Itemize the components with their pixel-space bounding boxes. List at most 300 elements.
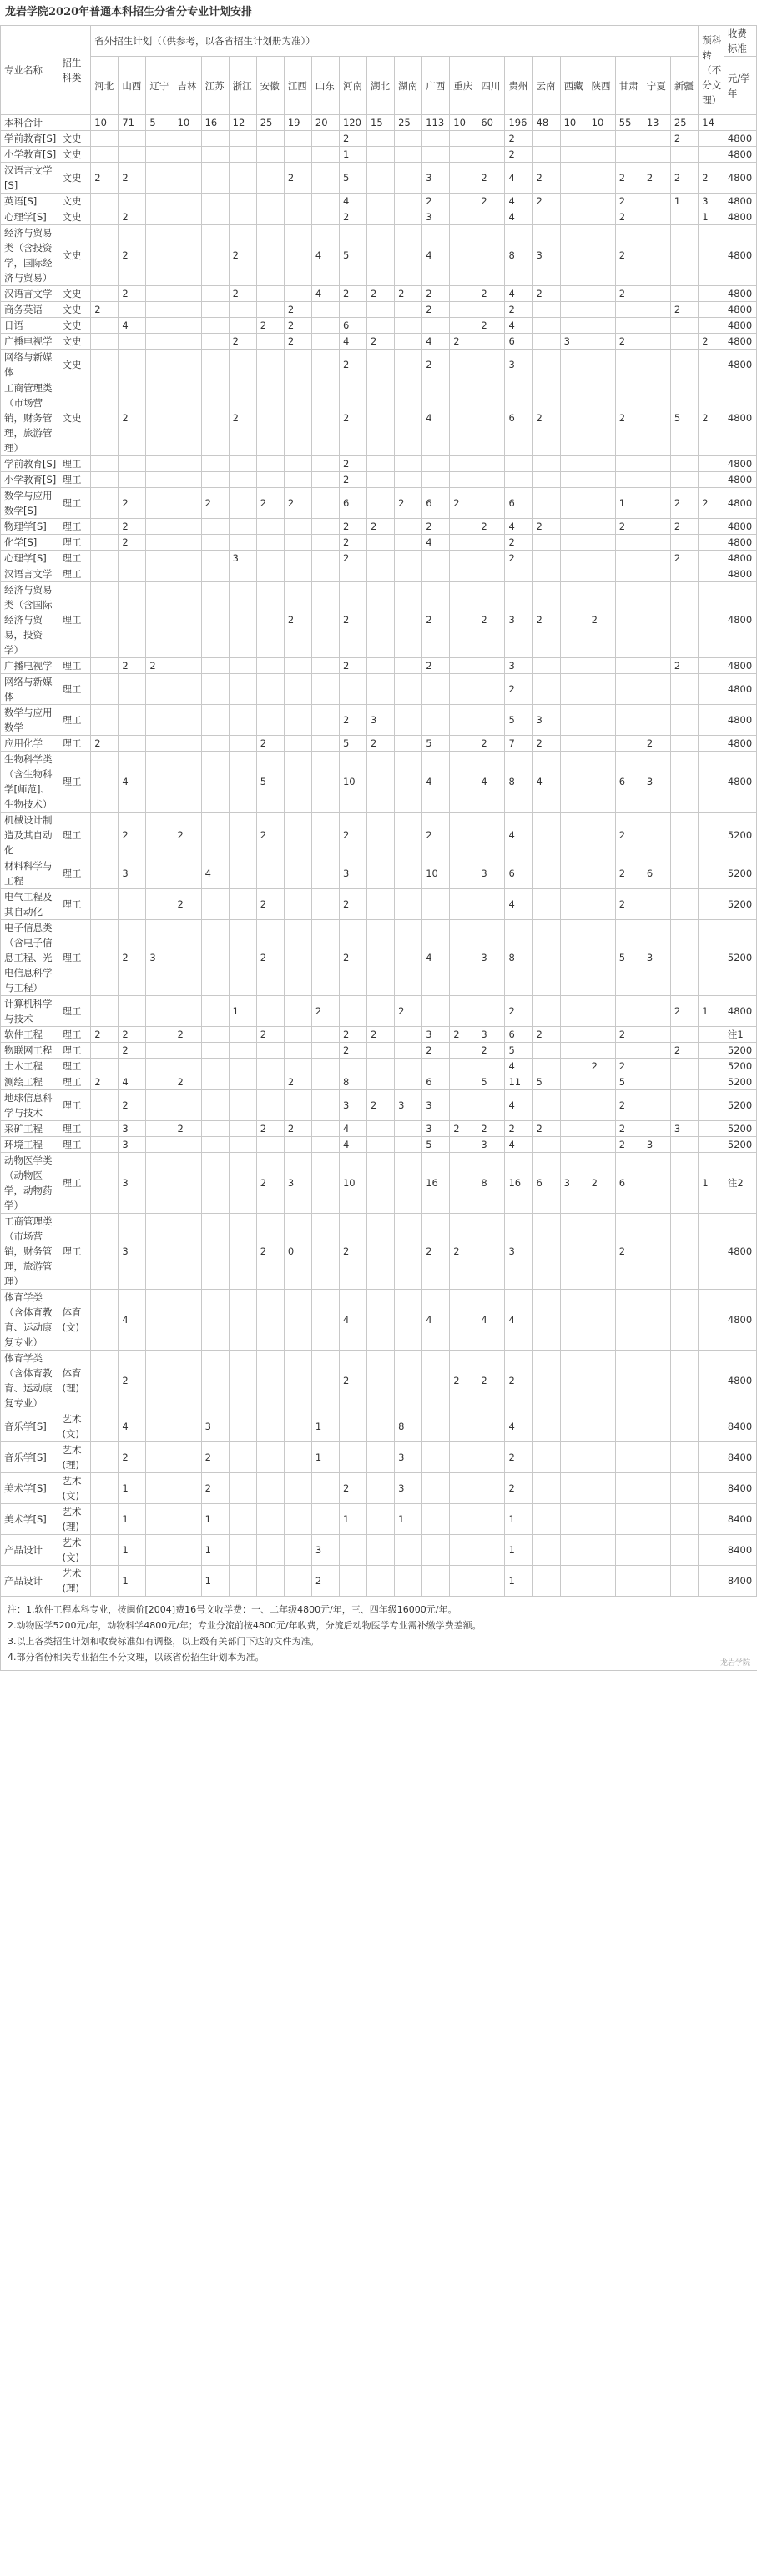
plan-cell: [422, 1059, 450, 1074]
plan-cell: 2: [119, 225, 146, 286]
plan-cell: [505, 456, 532, 472]
category-cell: 理工: [58, 519, 91, 535]
plan-cell: 4: [422, 535, 450, 551]
plan-cell: [560, 920, 588, 996]
plan-cell: [532, 1090, 560, 1121]
plan-cell: 3: [119, 1214, 146, 1290]
table-row: [1, 1566, 757, 1597]
plan-cell: 6: [505, 488, 532, 519]
major-name: 电气工程及其自动化: [1, 889, 58, 920]
plan-cell: [450, 225, 477, 286]
plan-cell: [422, 1566, 450, 1597]
plan-cell: [450, 889, 477, 920]
plan-cell: [367, 380, 395, 456]
plan-cell: [450, 996, 477, 1027]
plan-cell: 3: [560, 334, 588, 350]
plan-cell: 11: [505, 1074, 532, 1090]
plan-cell: [229, 1153, 256, 1214]
plan-cell: [588, 209, 615, 225]
major-name: 美术学[S]: [1, 1473, 58, 1504]
plan-cell: [395, 1027, 422, 1043]
plan-cell: 3: [201, 1411, 229, 1442]
plan-cell: [615, 1473, 643, 1504]
plan-cell: [395, 1290, 422, 1351]
fee-cell: 8400: [724, 1504, 756, 1535]
plan-cell: [91, 535, 119, 551]
plan-cell: [395, 1059, 422, 1074]
table-row: [1, 996, 757, 1027]
plan-cell: [560, 163, 588, 194]
table-row: [1, 318, 757, 334]
plan-cell: 2: [532, 736, 560, 752]
plan-cell: [532, 566, 560, 582]
table-row: [1, 1473, 757, 1504]
plan-cell: [119, 674, 146, 705]
plan-cell: 2: [505, 551, 532, 566]
plan-cell: [174, 920, 201, 996]
plan-cell: [201, 209, 229, 225]
category-cell: 理工: [58, 736, 91, 752]
table-row: [1, 209, 757, 225]
fee-cell: 4800: [724, 194, 756, 209]
plan-cell: 2: [615, 225, 643, 286]
plan-cell: [284, 1535, 311, 1566]
plan-cell: [588, 318, 615, 334]
plan-cell: 3: [643, 752, 670, 813]
plan-cell: [201, 1059, 229, 1074]
plan-cell: [422, 456, 450, 472]
plan-cell: [91, 380, 119, 456]
plan-cell: [146, 209, 174, 225]
plan-cell: [229, 519, 256, 535]
footnote-line: 3.以上各类招生计划和收费标准如有调整，以上级有关部门下达的文件为准。: [8, 1636, 320, 1647]
plan-cell: [284, 380, 311, 456]
plan-cell: [450, 1043, 477, 1059]
plan-cell: [119, 1059, 146, 1074]
plan-cell: 1: [505, 1566, 532, 1597]
plan-cell: [146, 1473, 174, 1504]
plan-cell: [560, 209, 588, 225]
plan-cell: 2: [367, 334, 395, 350]
plan-cell: [422, 1411, 450, 1442]
table-row: [1, 566, 757, 582]
plan-cell: [560, 566, 588, 582]
plan-cell: [560, 1290, 588, 1351]
plan-cell: [91, 889, 119, 920]
plan-cell: [229, 456, 256, 472]
plan-cell: 3: [505, 1214, 532, 1290]
plan-cell: [450, 858, 477, 889]
plan-cell: [119, 194, 146, 209]
header-major: 专业名称: [1, 26, 58, 115]
table-row: [1, 1027, 757, 1043]
major-name: 生物科学类（含生物科学[师范]、生物技术）: [1, 752, 58, 813]
footnote-line: 2.动物医学5200元/年，动物科学4800元/年；专业分流前按4800元/年收费，分流后动物医学专业需补缴学费差额。: [8, 1620, 482, 1631]
plan-cell: [588, 302, 615, 318]
plan-cell: [367, 472, 395, 488]
plan-cell: [588, 1121, 615, 1137]
plan-cell: [256, 1351, 284, 1411]
major-name: 汉语言文学: [1, 286, 58, 302]
plan-cell: [560, 752, 588, 813]
plan-cell: [588, 996, 615, 1027]
plan-cell: [119, 996, 146, 1027]
plan-cell: [174, 147, 201, 163]
category-cell: 理工: [58, 1121, 91, 1137]
plan-cell: [699, 1027, 724, 1043]
plan-cell: [395, 582, 422, 658]
plan-cell: [450, 1442, 477, 1473]
plan-cell: 1: [699, 996, 724, 1027]
plan-cell: [91, 996, 119, 1027]
major-name: 软件工程: [1, 1027, 58, 1043]
plan-cell: [146, 1214, 174, 1290]
plan-cell: [588, 350, 615, 380]
plan-cell: [174, 1535, 201, 1566]
plan-cell: 2: [395, 996, 422, 1027]
header-province: 四川: [477, 57, 505, 115]
plan-cell: [229, 705, 256, 736]
plan-cell: [588, 1442, 615, 1473]
plan-cell: 3: [505, 582, 532, 658]
category-cell: 文史: [58, 318, 91, 334]
plan-cell: [367, 582, 395, 658]
category-cell: 理工: [58, 996, 91, 1027]
plan-cell: 4: [422, 225, 450, 286]
plan-cell: [588, 889, 615, 920]
major-name: 物理学[S]: [1, 519, 58, 535]
plan-cell: [229, 1442, 256, 1473]
header-province: 重庆: [450, 57, 477, 115]
plan-cell: [339, 1059, 366, 1074]
plan-cell: [146, 705, 174, 736]
plan-cell: 2: [643, 736, 670, 752]
fee-cell: 4800: [724, 488, 756, 519]
plan-cell: 2: [119, 1442, 146, 1473]
plan-cell: [395, 131, 422, 147]
plan-cell: 10: [339, 1153, 366, 1214]
plan-cell: [670, 456, 698, 472]
plan-cell: [395, 1074, 422, 1090]
plan-cell: [477, 658, 505, 674]
plan-cell: [367, 1504, 395, 1535]
plan-cell: [174, 472, 201, 488]
plan-cell: 2: [119, 1090, 146, 1121]
plan-cell: [201, 551, 229, 566]
plan-cell: [229, 582, 256, 658]
plan-cell: [311, 1290, 339, 1351]
plan-cell: [588, 705, 615, 736]
plan-cell: 2: [615, 380, 643, 456]
plan-cell: [174, 1137, 201, 1153]
major-name: 心理学[S]: [1, 209, 58, 225]
category-cell: 理工: [58, 1074, 91, 1090]
plan-cell: 3: [505, 658, 532, 674]
plan-cell: [311, 1137, 339, 1153]
plan-cell: [395, 889, 422, 920]
plan-cell: [91, 318, 119, 334]
plan-cell: 2: [532, 286, 560, 302]
plan-cell: [174, 996, 201, 1027]
plan-cell: [229, 350, 256, 380]
plan-cell: [256, 1504, 284, 1535]
plan-cell: 2: [284, 488, 311, 519]
plan-cell: [615, 318, 643, 334]
plan-cell: [395, 813, 422, 858]
plan-cell: 2: [119, 286, 146, 302]
plan-cell: [146, 858, 174, 889]
plan-cell: [588, 1351, 615, 1411]
plan-cell: 2: [477, 1121, 505, 1137]
plan-cell: [395, 194, 422, 209]
plan-cell: 2: [256, 1214, 284, 1290]
plan-cell: 2: [174, 1074, 201, 1090]
table-row: [1, 1090, 757, 1121]
plan-cell: [588, 1090, 615, 1121]
plan-cell: 4: [339, 194, 366, 209]
plan-cell: [643, 566, 670, 582]
plan-cell: [229, 535, 256, 551]
plan-cell: [588, 858, 615, 889]
plan-cell: [643, 1351, 670, 1411]
table-row: [1, 535, 757, 551]
plan-cell: [450, 1535, 477, 1566]
plan-cell: 1: [229, 996, 256, 1027]
plan-cell: [146, 519, 174, 535]
plan-cell: 2: [339, 920, 366, 996]
plan-cell: [615, 1351, 643, 1411]
plan-cell: [146, 380, 174, 456]
plan-cell: [670, 350, 698, 380]
fee-cell: 8400: [724, 1535, 756, 1566]
plan-cell: 2: [670, 658, 698, 674]
plan-cell: [588, 1214, 615, 1290]
plan-cell: [91, 225, 119, 286]
plan-cell: [560, 194, 588, 209]
plan-cell: [91, 752, 119, 813]
plan-cell: [174, 705, 201, 736]
plan-cell: 2: [201, 488, 229, 519]
plan-cell: [588, 1566, 615, 1597]
plan-cell: [201, 566, 229, 582]
plan-cell: [91, 1290, 119, 1351]
plan-cell: [284, 350, 311, 380]
plan-cell: 2: [699, 163, 724, 194]
plan-cell: [532, 350, 560, 380]
header-province: 西藏: [560, 57, 588, 115]
major-name: 土木工程: [1, 1059, 58, 1074]
plan-cell: [422, 996, 450, 1027]
plan-cell: [670, 1290, 698, 1351]
plan-cell: 2: [670, 131, 698, 147]
plan-cell: [146, 1566, 174, 1597]
plan-cell: [174, 1351, 201, 1411]
table-row: [1, 456, 757, 472]
plan-cell: 2: [119, 535, 146, 551]
plan-cell: [91, 1153, 119, 1214]
major-name: 计算机科学与技术: [1, 996, 58, 1027]
plan-cell: [229, 1137, 256, 1153]
plan-cell: [643, 1442, 670, 1473]
plan-cell: [450, 813, 477, 858]
plan-cell: [699, 551, 724, 566]
plan-cell: [477, 1442, 505, 1473]
header-province: 陕西: [588, 57, 615, 115]
plan-cell: 2: [91, 736, 119, 752]
plan-cell: [339, 1566, 366, 1597]
footnote-line: 4.部分省份相关专业招生不分文理，以该省份招生计划本为准。: [8, 1652, 265, 1663]
plan-cell: [256, 1442, 284, 1473]
plan-cell: 2: [284, 1121, 311, 1137]
plan-cell: [146, 551, 174, 566]
plan-cell: 7: [505, 736, 532, 752]
plan-cell: 2: [477, 1043, 505, 1059]
plan-cell: [699, 1043, 724, 1059]
plan-cell: [422, 705, 450, 736]
plan-cell: [477, 334, 505, 350]
plan-cell: [670, 225, 698, 286]
plan-cell: [201, 472, 229, 488]
plan-cell: [532, 334, 560, 350]
plan-cell: 3: [422, 1121, 450, 1137]
plan-cell: 4: [339, 1290, 366, 1351]
plan-cell: 16: [422, 1153, 450, 1214]
plan-cell: [284, 1442, 311, 1473]
plan-cell: [422, 551, 450, 566]
plan-cell: [450, 674, 477, 705]
plan-cell: [119, 705, 146, 736]
plan-cell: [91, 131, 119, 147]
plan-cell: [588, 1137, 615, 1153]
plan-cell: [395, 535, 422, 551]
plan-cell: 2: [119, 380, 146, 456]
plan-cell: [367, 1473, 395, 1504]
plan-cell: [146, 147, 174, 163]
plan-cell: [615, 1043, 643, 1059]
plan-cell: [560, 302, 588, 318]
plan-cell: 2: [339, 1473, 366, 1504]
plan-cell: [201, 1153, 229, 1214]
plan-cell: [643, 1290, 670, 1351]
plan-cell: 0: [284, 1214, 311, 1290]
plan-cell: [477, 535, 505, 551]
fee-cell: 4800: [724, 350, 756, 380]
plan-cell: 1: [615, 488, 643, 519]
plan-cell: [395, 658, 422, 674]
plan-cell: 3: [643, 1137, 670, 1153]
plan-cell: [119, 456, 146, 472]
header-province: 江苏: [201, 57, 229, 115]
plan-cell: [311, 472, 339, 488]
plan-cell: [367, 225, 395, 286]
plan-cell: [284, 736, 311, 752]
plan-cell: [477, 302, 505, 318]
totals-cell: 20: [311, 115, 339, 131]
plan-cell: [560, 813, 588, 858]
plan-cell: [560, 736, 588, 752]
plan-cell: [201, 147, 229, 163]
plan-cell: [256, 1566, 284, 1597]
plan-cell: 2: [339, 582, 366, 658]
plan-cell: [699, 1090, 724, 1121]
plan-cell: [560, 1214, 588, 1290]
plan-cell: [91, 1059, 119, 1074]
plan-cell: [311, 350, 339, 380]
fee-cell: 5200: [724, 1074, 756, 1090]
plan-cell: 4: [505, 286, 532, 302]
plan-cell: [201, 350, 229, 380]
plan-cell: [670, 1535, 698, 1566]
plan-cell: 2: [229, 286, 256, 302]
fee-cell: 5200: [724, 858, 756, 889]
plan-cell: 2: [450, 334, 477, 350]
plan-cell: [339, 1535, 366, 1566]
plan-cell: [311, 1153, 339, 1214]
plan-cell: [588, 519, 615, 535]
totals-cell: 14: [699, 115, 724, 131]
plan-cell: 4: [339, 1137, 366, 1153]
plan-cell: 2: [367, 519, 395, 535]
plan-cell: 8: [505, 225, 532, 286]
plan-cell: [146, 1027, 174, 1043]
plan-cell: 2: [643, 163, 670, 194]
plan-cell: [643, 350, 670, 380]
plan-cell: [229, 658, 256, 674]
plan-cell: [311, 209, 339, 225]
plan-cell: 2: [532, 163, 560, 194]
plan-cell: 4: [505, 519, 532, 535]
category-cell: 文史: [58, 131, 91, 147]
plan-cell: [311, 302, 339, 318]
fee-cell: 5200: [724, 1090, 756, 1121]
plan-cell: [450, 535, 477, 551]
totals-cell: 10: [91, 115, 119, 131]
plan-cell: [256, 131, 284, 147]
plan-cell: [146, 334, 174, 350]
plan-cell: [201, 535, 229, 551]
plan-cell: 2: [339, 209, 366, 225]
plan-cell: [256, 1290, 284, 1351]
plan-cell: 2: [119, 519, 146, 535]
plan-cell: [450, 350, 477, 380]
plan-cell: 4: [505, 194, 532, 209]
plan-cell: [174, 456, 201, 472]
plan-cell: 1: [201, 1566, 229, 1597]
plan-cell: [422, 131, 450, 147]
plan-cell: [201, 286, 229, 302]
table-row: [1, 1214, 757, 1290]
plan-cell: [146, 456, 174, 472]
plan-cell: [311, 1059, 339, 1074]
watermark: 龙岩学院: [719, 1659, 750, 1668]
table-row: [1, 194, 757, 209]
plan-cell: 4: [119, 318, 146, 334]
plan-cell: [560, 1442, 588, 1473]
plan-cell: [450, 566, 477, 582]
plan-cell: [146, 1059, 174, 1074]
plan-cell: [367, 535, 395, 551]
plan-cell: 2: [339, 380, 366, 456]
plan-cell: 2: [615, 519, 643, 535]
fee-cell: 4800: [724, 519, 756, 535]
plan-cell: [311, 519, 339, 535]
plan-cell: [201, 380, 229, 456]
plan-cell: [532, 1566, 560, 1597]
plan-cell: 2: [615, 1214, 643, 1290]
plan-cell: [450, 1290, 477, 1351]
category-cell: 理工: [58, 582, 91, 658]
plan-cell: 2: [311, 1566, 339, 1597]
